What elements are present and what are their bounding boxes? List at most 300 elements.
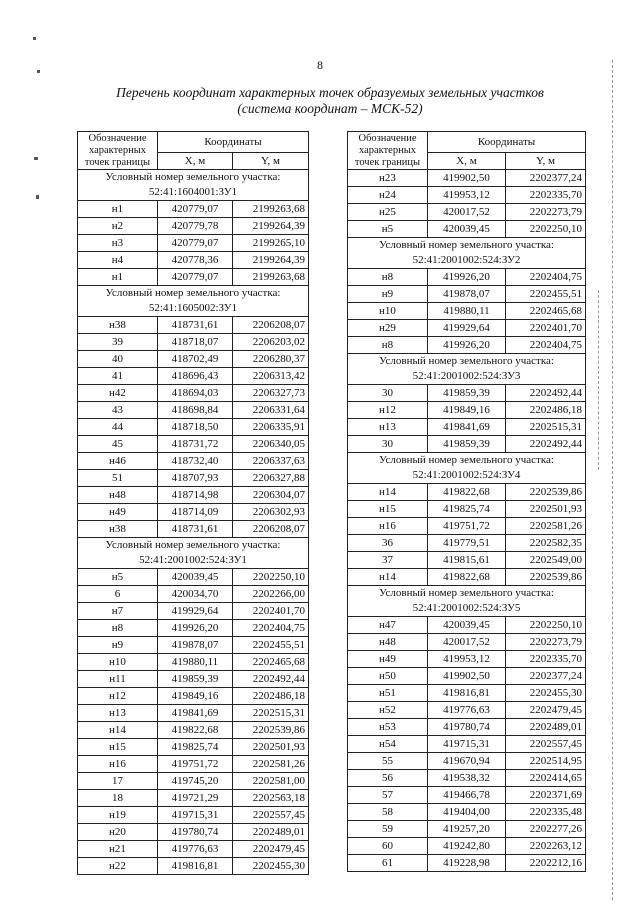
y-coordinate: 2206327,88: [233, 470, 309, 487]
point-name: н12: [348, 402, 428, 419]
table-row: [348, 651, 586, 668]
point-name: н5: [78, 569, 158, 586]
table-row: [78, 739, 309, 756]
binder-hole-mark: [37, 70, 40, 73]
table-row: [348, 286, 586, 303]
page-edge-shadow: [612, 60, 613, 900]
section-row: [78, 286, 309, 317]
point-name: н47: [348, 617, 428, 634]
y-coordinate: 2206331,64: [233, 402, 309, 419]
y-coordinate: 2202404,75: [233, 620, 309, 637]
y-coordinate: 2202401,70: [506, 320, 586, 337]
parcel-number-heading: Условный номер земельного участка: 52:41:2001002:524:ЗУ2: [348, 238, 586, 269]
y-coordinate: 2202401,70: [233, 603, 309, 620]
y-coordinate: 2199263,68: [233, 269, 309, 286]
y-coordinate: 2202263,12: [506, 838, 586, 855]
x-coordinate: 419953,12: [428, 651, 506, 668]
point-name: 58: [348, 804, 428, 821]
table-row: [348, 518, 586, 535]
point-name: н8: [348, 269, 428, 286]
table-row: [348, 702, 586, 719]
y-coordinate: 2202277,26: [506, 821, 586, 838]
x-coordinate: 420779,07: [158, 269, 233, 286]
point-name: 18: [78, 790, 158, 807]
x-coordinate: 419257,20: [428, 821, 506, 838]
table-row: [78, 620, 309, 637]
point-name: н16: [78, 756, 158, 773]
table-row: [348, 221, 586, 238]
y-coordinate: 2206313,42: [233, 368, 309, 385]
table-row: [348, 187, 586, 204]
point-name: 17: [78, 773, 158, 790]
point-name: 61: [348, 855, 428, 872]
table-row: [348, 337, 586, 354]
point-name: 6: [78, 586, 158, 603]
table-row: [348, 484, 586, 501]
point-name: 37: [348, 552, 428, 569]
section-row: [348, 354, 586, 385]
x-coordinate: 420034,70: [158, 586, 233, 603]
page-edge-shadow: [598, 290, 599, 470]
x-coordinate: 418732,40: [158, 453, 233, 470]
x-coordinate: 418707,93: [158, 470, 233, 487]
point-name: 60: [348, 838, 428, 855]
table-row: [348, 385, 586, 402]
table-row: [78, 334, 309, 351]
table-row: [78, 419, 309, 436]
point-name: н46: [78, 453, 158, 470]
point-name: 55: [348, 753, 428, 770]
y-coordinate: 2202455,30: [506, 685, 586, 702]
point-name: н8: [348, 337, 428, 354]
x-coordinate: 419816,81: [158, 858, 233, 875]
section-row: [78, 538, 309, 569]
x-coordinate: 419878,07: [428, 286, 506, 303]
x-coordinate: 419859,39: [158, 671, 233, 688]
table-row: [78, 436, 309, 453]
left-coordinates-table: [77, 131, 309, 875]
table-row: [348, 617, 586, 634]
y-coordinate: 2202335,70: [506, 187, 586, 204]
point-name: н4: [78, 252, 158, 269]
point-name: н9: [78, 637, 158, 654]
x-coordinate: 418698,84: [158, 402, 233, 419]
x-coordinate: 420039,45: [428, 617, 506, 634]
point-name: н50: [348, 668, 428, 685]
y-coordinate: 2206304,07: [233, 487, 309, 504]
point-name: н52: [348, 702, 428, 719]
y-coordinate: 2199264,39: [233, 218, 309, 235]
y-coordinate: 2199265,10: [233, 235, 309, 252]
point-name: 39: [78, 334, 158, 351]
y-coordinate: 2202465,68: [506, 303, 586, 320]
table-row: [78, 756, 309, 773]
table-row: [78, 521, 309, 538]
x-coordinate: 420779,07: [158, 235, 233, 252]
x-coordinate: 419841,69: [158, 705, 233, 722]
table-row: [78, 841, 309, 858]
x-coordinate: 419825,74: [428, 501, 506, 518]
y-coordinate: 2202250,10: [506, 221, 586, 238]
x-coordinate: 420039,45: [428, 221, 506, 238]
point-name: н10: [78, 654, 158, 671]
x-coordinate: 419859,39: [428, 385, 506, 402]
point-name: н38: [78, 317, 158, 334]
x-coordinate: 419815,61: [428, 552, 506, 569]
x-coordinate: 419466,78: [428, 787, 506, 804]
y-coordinate: 2202273,79: [506, 204, 586, 221]
x-coordinate: 419776,63: [158, 841, 233, 858]
y-coordinate: 2202582,35: [506, 535, 586, 552]
y-coordinate: 2202479,45: [506, 702, 586, 719]
y-coordinate: 2202377,24: [506, 170, 586, 187]
y-coordinate: 2202455,51: [506, 286, 586, 303]
table-row: [348, 855, 586, 872]
parcel-number-heading: Условный номер земельного участка: 52:41:1604001:ЗУ1: [78, 170, 309, 201]
x-coordinate: 419929,64: [158, 603, 233, 620]
x-coordinate: 419926,20: [428, 269, 506, 286]
y-coordinate: 2206280,37: [233, 351, 309, 368]
y-coordinate: 2202557,45: [506, 736, 586, 753]
y-coordinate: 2202250,10: [233, 569, 309, 586]
x-coordinate: 419926,20: [428, 337, 506, 354]
table-row: [348, 419, 586, 436]
y-header: Y, м: [233, 153, 309, 170]
x-coordinate: 418718,07: [158, 334, 233, 351]
y-coordinate: 2202581,26: [506, 518, 586, 535]
point-name: н48: [78, 487, 158, 504]
table-row: [78, 705, 309, 722]
page-title: [80, 85, 580, 117]
title-line-1: Перечень координат характерных точек образуемых земельных участков: [116, 85, 544, 100]
y-coordinate: 2206337,63: [233, 453, 309, 470]
table-row: [348, 204, 586, 221]
section-row: [348, 238, 586, 269]
point-name: н48: [348, 634, 428, 651]
y-coordinate: 2202266,00: [233, 586, 309, 603]
y-coordinate: 2202539,86: [506, 569, 586, 586]
binder-hole-mark: [36, 195, 39, 199]
point-name: 59: [348, 821, 428, 838]
point-name: н53: [348, 719, 428, 736]
table-row: [78, 569, 309, 586]
y-coordinate: 2202414,65: [506, 770, 586, 787]
point-name: н22: [78, 858, 158, 875]
parcel-number-heading: Условный номер земельного участка: 52:41:2001002:524:ЗУ3: [348, 354, 586, 385]
point-name: н29: [348, 320, 428, 337]
table-row: [78, 218, 309, 235]
table-row: [348, 685, 586, 702]
point-name: н5: [348, 221, 428, 238]
point-designation-header: Обозначение характерных точек границы: [78, 132, 158, 170]
y-coordinate: 2202404,75: [506, 269, 586, 286]
table-row: [348, 634, 586, 651]
y-coordinate: 2202486,18: [233, 688, 309, 705]
y-coordinate: 2202273,79: [506, 634, 586, 651]
x-coordinate: 419929,64: [428, 320, 506, 337]
table-row: [78, 402, 309, 419]
x-coordinate: 418714,98: [158, 487, 233, 504]
point-name: н1: [78, 201, 158, 218]
x-coordinate: 419780,74: [158, 824, 233, 841]
y-coordinate: 2206208,07: [233, 317, 309, 334]
point-name: н16: [348, 518, 428, 535]
point-name: н2: [78, 218, 158, 235]
y-coordinate: 2202549,00: [506, 552, 586, 569]
table-row: [78, 586, 309, 603]
y-coordinate: 2199263,68: [233, 201, 309, 218]
y-coordinate: 2206340,05: [233, 436, 309, 453]
parcel-number-heading: Условный номер земельного участка: 52:41:2001002:524:ЗУ1: [78, 538, 309, 569]
point-name: н13: [78, 705, 158, 722]
title-line-2: (система координат – МСК-52): [237, 101, 423, 116]
x-coordinate: 419878,07: [158, 637, 233, 654]
parcel-number-heading: Условный номер земельного участка: 52:41:2001002:524:ЗУ5: [348, 586, 586, 617]
y-coordinate: 2202486,18: [506, 402, 586, 419]
y-coordinate: 2202492,44: [506, 436, 586, 453]
table-row: [78, 235, 309, 252]
point-name: н14: [348, 569, 428, 586]
x-coordinate: 419404,00: [428, 804, 506, 821]
y-coordinate: 2202404,75: [506, 337, 586, 354]
x-coordinate: 419849,16: [158, 688, 233, 705]
x-coordinate: 420778,36: [158, 252, 233, 269]
x-coordinate: 419880,11: [428, 303, 506, 320]
x-coordinate: 420017,52: [428, 634, 506, 651]
x-coordinate: 418696,43: [158, 368, 233, 385]
x-coordinate: 419242,80: [428, 838, 506, 855]
coordinates-header: Координаты: [158, 132, 309, 153]
point-name: 30: [348, 436, 428, 453]
point-name: н54: [348, 736, 428, 753]
x-coordinate: 419822,68: [428, 484, 506, 501]
point-name: н15: [348, 501, 428, 518]
y-coordinate: 2202563,18: [233, 790, 309, 807]
x-coordinate: 418731,61: [158, 317, 233, 334]
x-coordinate: 420039,45: [158, 569, 233, 586]
y-coordinate: 2202501,93: [233, 739, 309, 756]
y-coordinate: 2202489,01: [506, 719, 586, 736]
point-name: 40: [78, 351, 158, 368]
y-coordinate: 2202250,10: [506, 617, 586, 634]
table-row: [348, 269, 586, 286]
x-coordinate: 419816,81: [428, 685, 506, 702]
x-coordinate: 419849,16: [428, 402, 506, 419]
point-name: н3: [78, 235, 158, 252]
y-coordinate: 2202455,51: [233, 637, 309, 654]
y-coordinate: 2202212,16: [506, 855, 586, 872]
y-coordinate: 2202539,86: [233, 722, 309, 739]
y-coordinate: 2202515,31: [233, 705, 309, 722]
table-row: [348, 535, 586, 552]
x-coordinate: 418731,61: [158, 521, 233, 538]
table-row: [78, 368, 309, 385]
point-designation-header: Обозначение характерных точек границы: [348, 132, 428, 170]
point-name: н9: [348, 286, 428, 303]
coordinates-header: Координаты: [428, 132, 586, 153]
x-coordinate: 419902,50: [428, 170, 506, 187]
binder-hole-mark: [34, 157, 38, 160]
y-coordinate: 2206208,07: [233, 521, 309, 538]
table-row: [348, 719, 586, 736]
point-name: н14: [78, 722, 158, 739]
y-coordinate: 2202489,01: [233, 824, 309, 841]
table-row: [348, 753, 586, 770]
point-name: н10: [348, 303, 428, 320]
x-coordinate: 419779,51: [428, 535, 506, 552]
table-row: [78, 807, 309, 824]
table-row: [78, 269, 309, 286]
point-name: 56: [348, 770, 428, 787]
table-row: [348, 668, 586, 685]
x-coordinate: 419715,31: [158, 807, 233, 824]
x-coordinate: 419538,32: [428, 770, 506, 787]
table-row: [78, 317, 309, 334]
y-coordinate: 2202581,26: [233, 756, 309, 773]
x-coordinate: 419751,72: [428, 518, 506, 535]
parcel-number-heading: Условный номер земельного участка: 52:41:1605002:ЗУ1: [78, 286, 309, 317]
table-row: [348, 569, 586, 586]
point-name: н21: [78, 841, 158, 858]
point-name: 57: [348, 787, 428, 804]
section-row: [348, 453, 586, 484]
table-row: [78, 351, 309, 368]
point-name: н42: [78, 385, 158, 402]
point-name: 51: [78, 470, 158, 487]
table-row: [78, 824, 309, 841]
y-coordinate: 2202371,69: [506, 787, 586, 804]
x-coordinate: 418731,72: [158, 436, 233, 453]
table-row: [348, 303, 586, 320]
x-coordinate: 419859,39: [428, 436, 506, 453]
point-name: н51: [348, 685, 428, 702]
x-coordinate: 419715,31: [428, 736, 506, 753]
x-coordinate: 419825,74: [158, 739, 233, 756]
y-coordinate: 2206327,73: [233, 385, 309, 402]
table-row: [348, 552, 586, 569]
point-name: н38: [78, 521, 158, 538]
point-name: н24: [348, 187, 428, 204]
point-name: н23: [348, 170, 428, 187]
point-name: 36: [348, 535, 428, 552]
x-coordinate: 418714,09: [158, 504, 233, 521]
point-name: н25: [348, 204, 428, 221]
table-row: [78, 671, 309, 688]
page-number: 8: [317, 58, 323, 72]
x-coordinate: 419926,20: [158, 620, 233, 637]
point-name: н1: [78, 269, 158, 286]
x-coordinate: 419822,68: [158, 722, 233, 739]
point-name: 30: [348, 385, 428, 402]
point-name: н14: [348, 484, 428, 501]
x-coordinate: 419880,11: [158, 654, 233, 671]
section-row: [78, 170, 309, 201]
table-row: [348, 804, 586, 821]
x-coordinate: 419721,29: [158, 790, 233, 807]
x-coordinate: 420779,07: [158, 201, 233, 218]
y-coordinate: 2202492,44: [233, 671, 309, 688]
x-coordinate: 419822,68: [428, 569, 506, 586]
table-row: [78, 790, 309, 807]
table-row: [348, 770, 586, 787]
y-coordinate: 2202515,31: [506, 419, 586, 436]
point-name: н15: [78, 739, 158, 756]
point-name: н7: [78, 603, 158, 620]
y-coordinate: 2202455,30: [233, 858, 309, 875]
x-coordinate: 419841,69: [428, 419, 506, 436]
point-name: 43: [78, 402, 158, 419]
x-coordinate: 420779,78: [158, 218, 233, 235]
table-row: [78, 504, 309, 521]
y-coordinate: 2202479,45: [233, 841, 309, 858]
table-row: [78, 252, 309, 269]
table-row: [78, 385, 309, 402]
y-coordinate: 2202465,68: [233, 654, 309, 671]
y-coordinate: 2199264,39: [233, 252, 309, 269]
table-row: [348, 320, 586, 337]
table-row: [348, 402, 586, 419]
table-row: [78, 487, 309, 504]
table-row: [78, 470, 309, 487]
point-name: 41: [78, 368, 158, 385]
x-coordinate: 419745,20: [158, 773, 233, 790]
y-coordinate: 2202335,48: [506, 804, 586, 821]
x-coordinate: 419902,50: [428, 668, 506, 685]
x-coordinate: 418718,50: [158, 419, 233, 436]
point-name: н13: [348, 419, 428, 436]
table-row: [78, 688, 309, 705]
x-coordinate: 418694,03: [158, 385, 233, 402]
y-coordinate: 2202539,86: [506, 484, 586, 501]
x-coordinate: 419953,12: [428, 187, 506, 204]
table-row: [78, 637, 309, 654]
y-coordinate: 2202557,45: [233, 807, 309, 824]
section-row: [348, 586, 586, 617]
table-row: [348, 170, 586, 187]
table-row: [348, 436, 586, 453]
y-coordinate: 2202581,00: [233, 773, 309, 790]
point-name: н19: [78, 807, 158, 824]
table-row: [78, 603, 309, 620]
point-name: н49: [348, 651, 428, 668]
point-name: н11: [78, 671, 158, 688]
y-coordinate: 2206203,02: [233, 334, 309, 351]
point-name: н49: [78, 504, 158, 521]
y-coordinate: 2206302,93: [233, 504, 309, 521]
y-coordinate: 2202335,70: [506, 651, 586, 668]
table-row: [78, 201, 309, 218]
x-header: X, м: [158, 153, 233, 170]
point-name: н8: [78, 620, 158, 637]
x-header: X, м: [428, 153, 506, 170]
point-name: 44: [78, 419, 158, 436]
table-row: [78, 722, 309, 739]
table-row: [348, 736, 586, 753]
y-coordinate: 2206335,91: [233, 419, 309, 436]
x-coordinate: 418702,49: [158, 351, 233, 368]
x-coordinate: 419670,94: [428, 753, 506, 770]
x-coordinate: 419776,63: [428, 702, 506, 719]
table-row: [78, 654, 309, 671]
table-row: [348, 821, 586, 838]
point-name: 45: [78, 436, 158, 453]
y-header: Y, м: [506, 153, 586, 170]
y-coordinate: 2202377,24: [506, 668, 586, 685]
y-coordinate: 2202514,95: [506, 753, 586, 770]
parcel-number-heading: Условный номер земельного участка: 52:41:2001002:524:ЗУ4: [348, 453, 586, 484]
y-coordinate: 2202492,44: [506, 385, 586, 402]
right-coordinates-table: [347, 131, 586, 872]
